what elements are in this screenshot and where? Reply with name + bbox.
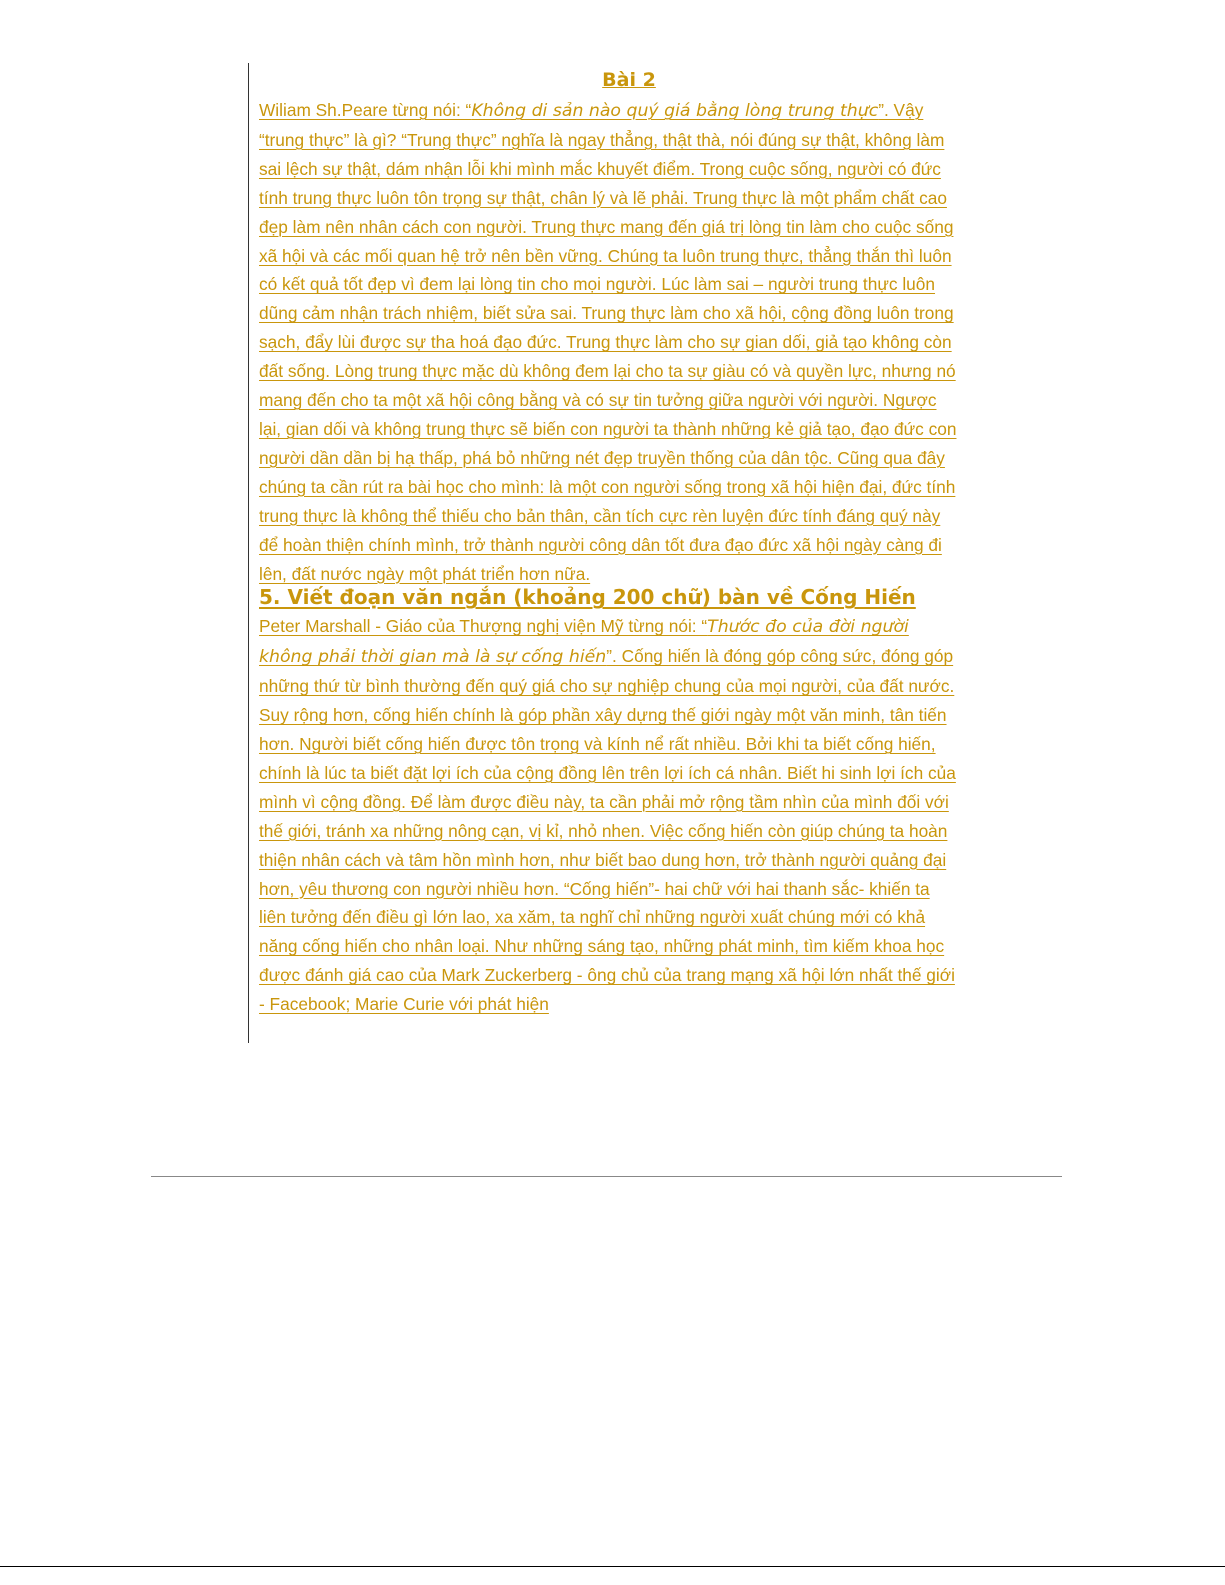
section-title-cong-hien: 5. Viết đoạn văn ngắn (khoảng 200 chữ) bàn về Cống Hiến xyxy=(259,585,916,610)
paragraph-cong-hien xyxy=(259,612,959,1019)
change-bar xyxy=(248,63,249,1043)
document-body xyxy=(259,66,959,1019)
paragraph-quote: Thước đo của đời người không phải thời gian mà là sự cống hiến xyxy=(259,617,909,668)
paragraph-quote: Không di sản nào quý giá bằng lòng trung thực xyxy=(471,101,879,121)
footer-divider xyxy=(151,1176,1062,1177)
paragraph-intro: Peter Marshall - Giáo của Thượng nghị viện Mỹ từng nói: “ xyxy=(259,616,708,637)
paragraph-text: ”. Vậy “trung thực” là gì? “Trung thực” nghĩa là ngay thẳng, thật thà, nói đúng sự thật, không làm sai lệch sự thật, dám nhận lỗi khi mình mắc khuyết điểm. Trong cuộc sống, người có đức tính trung thực luôn tôn trọng sự thật, chân lý và lẽ phải. Trung thực là một phẩm chất cao đẹp làm nên nhân cách con người. Trung thực mang đến giá trị lòng tin làm cho cuộc sống xã hội và các mối quan hệ trở nên bền vững. Chúng ta luôn trung thực, thẳng thắn thì luôn có kết quả tốt đẹp vì đem lại lòng tin cho mọi người. Lúc làm sai – người trung thực luôn dũng cảm nhận trách nhiệm, biết sửa sai. Trung thực làm cho xã hội, cộng đồng luôn trong sạch, đẩy lùi được sự tha hoá đạo đức. Trung thực làm cho sự gian dối, giả tạo không còn đất sống. Lòng trung thực mặc dù không đem lại cho ta sự giàu có và quyền lực, nhưng nó mang đến cho ta một xã hội công bằng và có sự tin tưởng giữa người với người. Ngược lại, gian dối và không trung thực sẽ biến con người ta thành những kẻ giả tạo, đạo đức con người dần dần bị hạ thấp, phá bỏ những nét đẹp truyền thống của dân tộc. Cũng qua đây chúng ta cần rút ra bài học cho mình: là một con người sống trong xã hội hiện đại, đức tính trung thực là không thể thiếu cho bản thân, cần tích cực rèn luyện đức tính đáng quý này để hoàn thiện chính mình, trở thành người công dân tốt đưa đạo đức xã hội ngày càng đi lên, đất nước ngày một phát triển hơn nữa. xyxy=(259,100,957,584)
paragraph-text: ”. Cống hiến là đóng góp công sức, đóng góp những thứ từ bình thường đến quý giá cho sự nghiệp chung của mọi người, của đất nước. Suy rộng hơn, cống hiến chính là góp phần xây dựng thế giới ngày một văn minh, tân tiến hơn. Người biết cống hiến được tôn trọng và kính nể rất nhiều. Bởi khi ta biết cống hiến, chính là lúc ta biết đặt lợi ích của cộng đồng lên trên lợi ích cá nhân. Biết hi sinh lợi ích của mình vì cộng đồng. Để làm được điều này, ta cần phải mở rộng tầm nhìn của mình đối với thế giới, tránh xa những nông cạn, vị kỉ, nhỏ nhen. Việc cống hiến còn giúp chúng ta hoàn thiện nhân cách và tâm hồn mình hơn, như biết bao dung hơn, trở thành người quảng đại hơn, yêu thương con người nhiều hơn. “Cống hiến”- hai chữ với hai thanh sắc- khiến ta liên tưởng đến điều gì lớn lao, xa xăm, ta nghĩ chỉ những người xuất chúng mới có khả năng cống hiến cho nhân loại. Như những sáng tạo, những phát minh, tìm kiếm khoa học được đánh giá cao của Mark Zuckerberg - ông chủ của trang mạng xã hội lớn nhất thế giới - Facebook; Marie Curie với phát hiện xyxy=(259,646,956,1015)
heading-bai-2: Bài 2 xyxy=(602,69,656,91)
page-edge xyxy=(0,1566,1225,1567)
paragraph-intro: Wiliam Sh.Peare từng nói: “ xyxy=(259,100,472,120)
paragraph-trung-thuc xyxy=(259,96,959,588)
